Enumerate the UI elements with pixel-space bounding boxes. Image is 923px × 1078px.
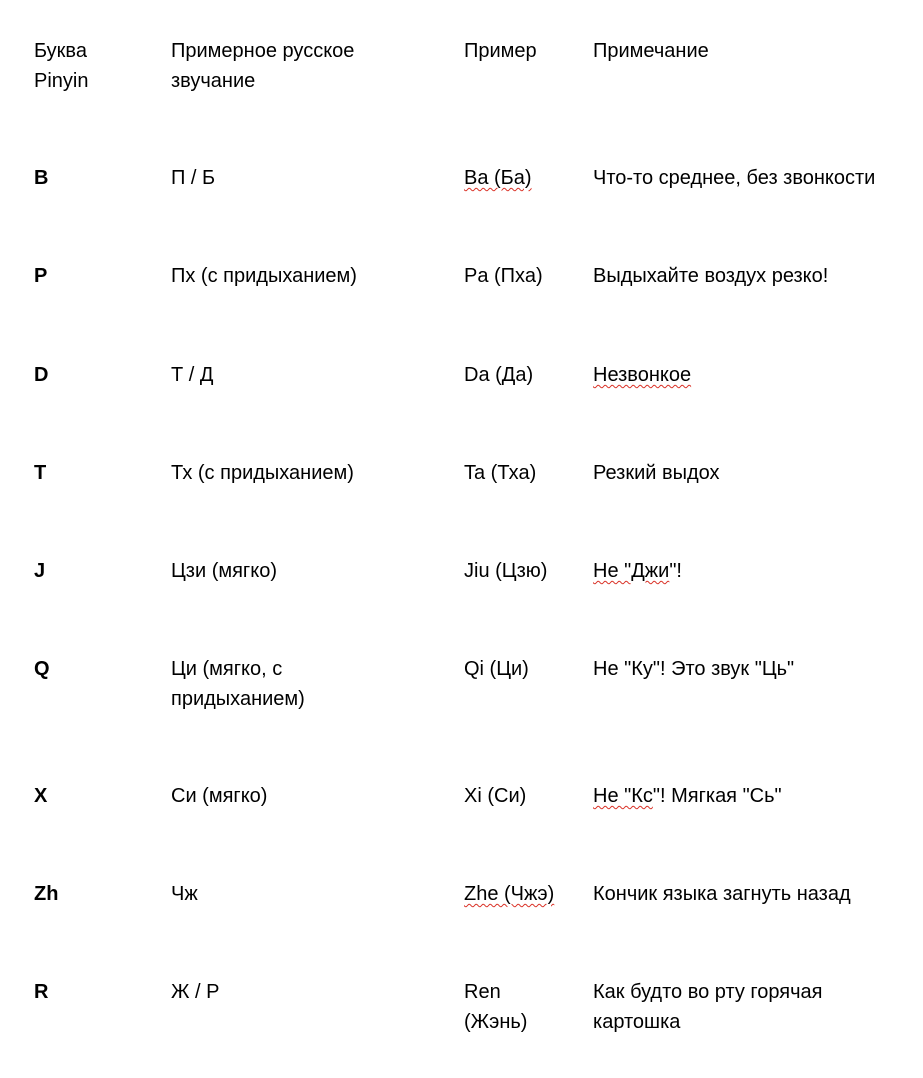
note-cell: Не "Джи"!	[593, 560, 682, 582]
example-cell: Xi (Си)	[464, 785, 527, 807]
example-cell	[464, 163, 582, 193]
letter-cell: Zh	[34, 883, 59, 905]
header-note: Примечание	[593, 40, 709, 62]
example-cell	[464, 879, 582, 909]
header-example: Пример	[464, 40, 537, 62]
example-cell: Ren (Жэнь)	[464, 981, 528, 1033]
letter-cell: J	[34, 560, 46, 582]
sound-cell: Ци (мягко, с придыханием)	[171, 658, 305, 710]
note-cell: Резкий выдох	[593, 462, 720, 484]
sound-cell: Ж / Р	[171, 981, 220, 1003]
spellcheck-text[interactable]: Не "Джи	[593, 560, 670, 582]
example-cell: Ta (Тха)	[464, 462, 537, 484]
note-cell: Как будто во рту горячая картошка	[593, 981, 823, 1033]
sound-cell: Тх (с придыханием)	[171, 462, 354, 484]
header-sound: Примерное русское звучание	[171, 40, 355, 92]
example-cell: Da (Да)	[464, 364, 534, 386]
letter-cell: R	[34, 981, 49, 1003]
header-letter: Буква Pinyin	[34, 40, 89, 92]
letter-cell: P	[34, 265, 48, 287]
letter-cell: D	[34, 364, 49, 386]
note-cell: Не "Ку"! Это звук "Ць"	[593, 658, 795, 680]
spellcheck-text[interactable]: Незвонкое	[593, 364, 692, 386]
sound-cell: Си (мягко)	[171, 785, 268, 807]
example-cell: Qi (Ци)	[464, 658, 529, 680]
spellcheck-text[interactable]: Не "Кс	[593, 785, 653, 807]
note-cell	[593, 360, 918, 390]
note-cell: Не "Кс"! Мягкая "Сь"	[593, 785, 782, 807]
note-cell: Что-то среднее, без звонкости	[593, 167, 876, 189]
sound-cell: Чж	[171, 883, 198, 905]
letter-cell: B	[34, 167, 49, 189]
sound-cell: П / Б	[171, 167, 216, 189]
letter-cell: T	[34, 462, 47, 484]
note-cell: Кончик языка загнуть назад	[593, 883, 851, 905]
letter-cell: X	[34, 785, 48, 807]
example-cell: Jiu (Цзю)	[464, 560, 548, 582]
sound-cell: Цзи (мягко)	[171, 560, 277, 582]
note-cell: Выдыхайте воздух резко!	[593, 265, 829, 287]
example-cell: Pa (Пха)	[464, 265, 543, 287]
sound-cell: Пх (с придыханием)	[171, 265, 357, 287]
sound-cell: Т / Д	[171, 364, 214, 386]
letter-cell: Q	[34, 658, 50, 680]
spellcheck-text[interactable]: Ba (Ба)	[464, 167, 532, 189]
spellcheck-text[interactable]: Zhe (Чжэ)	[464, 883, 555, 905]
